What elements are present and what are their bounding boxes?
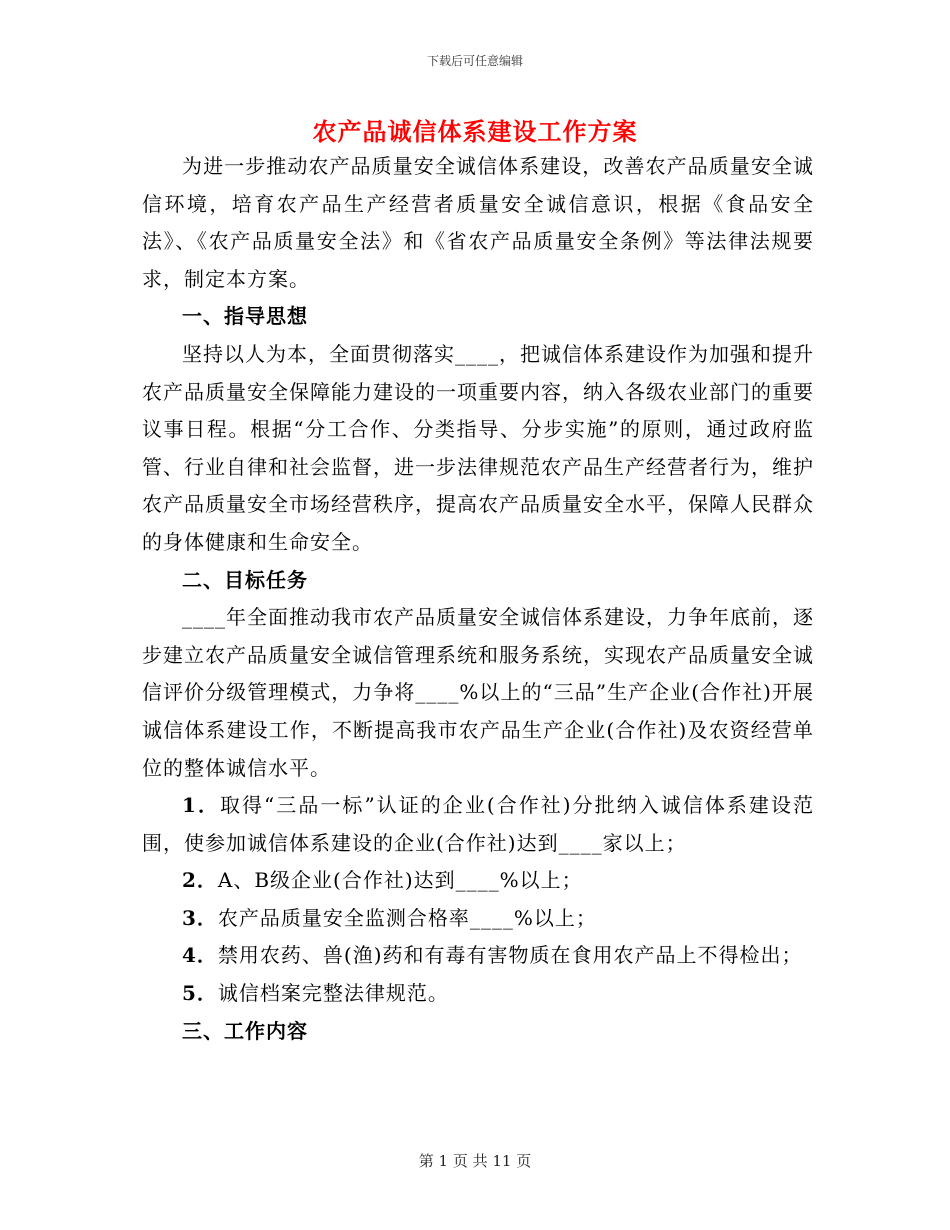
list-item-text: A、B级企业(合作社)达到____%以上；: [217, 868, 583, 893]
list-item-number: 3．: [182, 905, 218, 930]
list-item-number: 2．: [182, 868, 218, 893]
section-heading-goals: 二、目标任务: [182, 567, 308, 592]
section-paragraph-guiding-ideology: 坚持以人为本，全面贯彻落实____，把诚信体系建设作为加强和提升农产品质量安全保障能力建设的一项重要内容，纳入各级农业部门的重要议事日程。根据“分工合作、分类指导、分步实施”的原则，通过政府监管、行业自律和社会监督，进一步法律规范农产品生产经营者行为，维护农产品质量安全市场经营秩序，提高农产品质量安全水平，保障人民群众的身体健康和生命安全。: [142, 341, 814, 554]
list-item-number: 4．: [182, 943, 218, 968]
list-item: [142, 862, 814, 900]
list-item-text: 农产品质量安全监测合格率____%以上；: [217, 905, 597, 930]
document-title: 农产品诚信体系建设工作方案: [312, 117, 638, 146]
list-item: [142, 787, 814, 862]
list-item-text: 诚信档案完整法律规范。: [217, 981, 449, 1006]
list-item-number: 1．: [182, 793, 220, 818]
section-paragraph-goals: ____年全面推动我市农产品质量安全诚信体系建设，力争年底前，逐步建立农产品质量安全诚信管理系统和服务系统，实现农产品质量安全诚信评价分级管理模式，力争将____%以上的“三品”生产企业(合作社)开展诚信体系建设工作，不断提高我市农产品生产企业(合作社)及农资经营单位的整体诚信水平。: [142, 605, 814, 780]
list-item-text: 禁用农药、兽(渔)药和有毒有害物质在食用农产品上不得检出；: [217, 943, 803, 968]
page-footer: 第 1 页 共 11 页: [418, 1152, 532, 1170]
list-item-text: 取得“三品一标”认证的企业(合作社)分批纳入诚信体系建设范围，使参加诚信体系建设的企业(合作社)达到____家以上；: [142, 793, 814, 855]
section-heading-work-content: 三、工作内容: [182, 1018, 308, 1043]
list-item: [142, 900, 814, 938]
intro-paragraph: 为进一步推动农产品质量安全诚信体系建设，改善农产品质量安全诚信环境，培育农产品生产经营者质量安全诚信意识，根据《食品安全法》、《农产品质量安全法》和《省农产品质量安全条例》等法律法规要求，制定本方案。: [142, 154, 814, 291]
list-item: [142, 975, 814, 1013]
list-item: [142, 937, 814, 975]
list-item-number: 5．: [182, 981, 218, 1006]
section-heading-guiding-ideology: 一、指导思想: [182, 304, 308, 329]
document-body: [142, 148, 814, 1050]
page-header: 下载后可任意编辑: [426, 54, 523, 68]
